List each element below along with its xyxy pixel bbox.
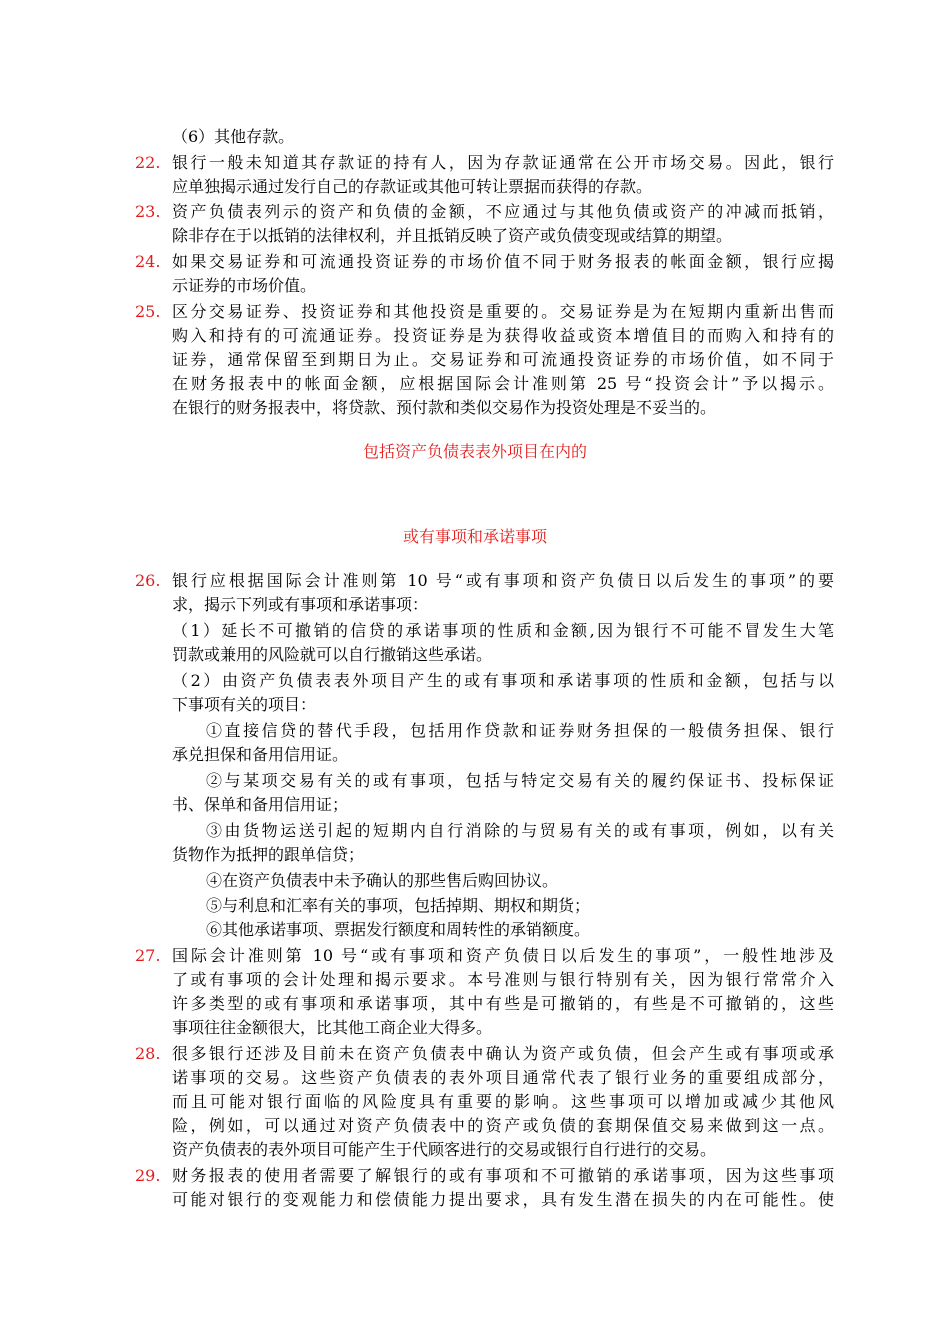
paragraph-line: 诺事项的交易。这些资产负债表的表外项目通常代表了银行业务的重要组成部分， bbox=[172, 1068, 834, 1087]
paragraph-line: 国际会计准则第 10 号“或有事项和资产负债日以后发生的事项”，一般性地涉及 bbox=[172, 946, 834, 965]
paragraph-line: 示证券的市场价值。 bbox=[172, 276, 317, 295]
paragraph-line: 银行应根据国际会计准则第 10 号“或有事项和资产负债日以后发生的事项”的要 bbox=[172, 571, 834, 590]
paragraph-line: 资产负债表的表外项目可能产生于代顾客进行的交易或银行自行进行的交易。 bbox=[172, 1140, 717, 1159]
paragraph-line: 求，揭示下列或有事项和承诺事项： bbox=[172, 595, 429, 614]
paragraph-line: 承兑担保和备用信用证。 bbox=[172, 745, 349, 764]
paragraph-line: 财务报表的使用者需要了解银行的或有事项和不可撤销的承诺事项，因为这些事项 bbox=[172, 1166, 834, 1185]
item-number: 26. bbox=[135, 571, 161, 590]
item-number: 22. bbox=[135, 153, 161, 172]
paragraph-line: 很多银行还涉及目前未在资产负债表中确认为资产或负债，但会产生或有事项或承 bbox=[172, 1044, 834, 1063]
item-number: 23. bbox=[135, 202, 161, 221]
sub-item-line: ④在资产负债表中未予确认的那些售后购回协议。 bbox=[206, 871, 559, 890]
section-heading: 包括资产负债表表外项目在内的 bbox=[362, 442, 587, 461]
paragraph-line: 险，例如，可以通过对资产负债表中的资产或负债的套期保值交易来做到这一点。 bbox=[172, 1116, 834, 1135]
paragraph-line: 了或有事项的会计处理和揭示要求。本号准则与银行特别有关，因为银行常常介入 bbox=[172, 970, 834, 989]
item-number: 27. bbox=[135, 946, 161, 965]
paragraph-line: 区分交易证券、投资证券和其他投资是重要的。交易证券是为在短期内重新出售而 bbox=[172, 302, 834, 321]
paragraph-line: 购入和持有的可流通证券。投资证券是为获得收益或资本增值目的而购入和持有的 bbox=[172, 326, 834, 345]
sub-item-line: ②与某项交易有关的或有事项，包括与特定交易有关的履约保证书、投标保证 bbox=[206, 771, 834, 790]
item-number: 28. bbox=[135, 1044, 161, 1063]
paragraph-line: 在银行的财务报表中，将贷款、预付款和类似交易作为投资处理是不妥当的。 bbox=[172, 398, 717, 417]
paragraph-line: 事项往往金额很大，比其他工商企业大得多。 bbox=[172, 1018, 493, 1037]
paragraph-line: （2）由资产负债表表外项目产生的或有事项和承诺事项的性质和金额，包括与以 bbox=[172, 671, 834, 690]
paragraph-line: 应单独揭示通过发行自己的存款证或其他可转让票据而获得的存款。 bbox=[172, 177, 653, 196]
sub-item-line: ①直接信贷的替代手段，包括用作贷款和证券财务担保的一般债务担保、银行 bbox=[206, 721, 834, 740]
section-heading: 或有事项和承诺事项 bbox=[402, 527, 547, 546]
item-number: 25. bbox=[135, 302, 161, 321]
paragraph-line: 罚款或兼用的风险就可以自行撤销这些承诺。 bbox=[172, 645, 493, 664]
paragraph-line: 而且可能对银行面临的风险度具有重要的影响。这些事项可以增加或减少其他风 bbox=[172, 1092, 834, 1111]
paragraph-line: 可能对银行的变观能力和偿债能力提出要求，具有发生潜在损失的内在可能性。使 bbox=[172, 1190, 834, 1209]
paragraph-line: 书、保单和备用信用证； bbox=[172, 795, 349, 814]
sub-item-line: ③由货物运送引起的短期内自行消除的与贸易有关的或有事项，例如，以有关 bbox=[206, 821, 834, 840]
paragraph-line: 除非存在于以抵销的法律权利，并且抵销反映了资产或负债变现或结算的期望。 bbox=[172, 226, 733, 245]
paragraph-line: 证券，通常保留至到期日为止。交易证券和可流通投资证券的市场价值，如不同于 bbox=[172, 350, 834, 369]
paragraph-line: （1）延长不可撤销的信贷的承诺事项的性质和金额,因为银行不可能不冒发生大笔 bbox=[172, 621, 834, 640]
item-number: 24. bbox=[135, 252, 161, 271]
paragraph-line: 如果交易证券和可流通投资证券的市场价值不同于财务报表的帐面金额，银行应揭 bbox=[172, 252, 834, 271]
paragraph-line: 资产负债表列示的资产和负债的金额，不应通过与其他负债或资产的冲减而抵销， bbox=[172, 202, 834, 221]
paragraph-line: 货物作为抵押的跟单信贷； bbox=[172, 845, 365, 864]
intro-line: （6）其他存款。 bbox=[172, 127, 295, 146]
sub-item-line: ⑤与利息和汇率有关的事项，包括掉期、期权和期货； bbox=[206, 896, 591, 915]
paragraph-line: 在财务报表中的帐面金额，应根据国际会计准则第 25 号“投资会计”予以揭示。 bbox=[172, 374, 834, 393]
sub-item-line: ⑥其他承诺事项、票据发行额度和周转性的承销额度。 bbox=[206, 920, 591, 939]
item-number: 29. bbox=[135, 1166, 161, 1185]
paragraph-line: 银行一般未知道其存款证的持有人，因为存款证通常在公开市场交易。因此，银行 bbox=[172, 153, 834, 172]
paragraph-line: 许多类型的或有事项和承诺事项，其中有些是可撤销的，有些是不可撤销的，这些 bbox=[172, 994, 834, 1013]
paragraph-line: 下事项有关的项目： bbox=[172, 695, 317, 714]
